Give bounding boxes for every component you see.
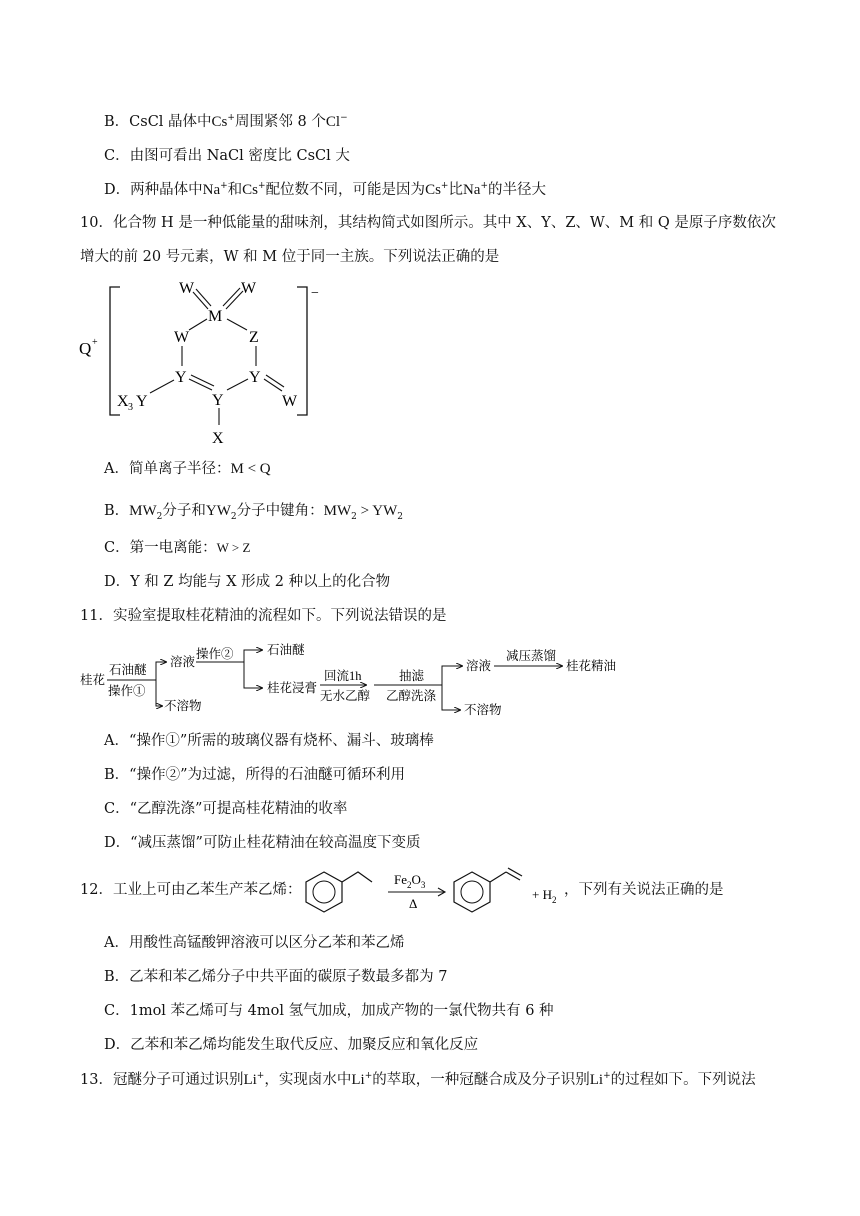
q12-option-b: B．乙苯和苯乙烯分子中共平面的碳原子数最多都为 7 bbox=[104, 969, 448, 985]
flow-solution: 溶液 bbox=[170, 655, 196, 669]
flow-wash: 乙醇洗涤 bbox=[386, 689, 437, 703]
q10-y-bottom: Y bbox=[212, 392, 224, 409]
flow-reagent1: 石油醚 bbox=[109, 663, 147, 677]
q11-option-c: C．“乙醇洗涤”可提高桂花精油的收率 bbox=[104, 801, 348, 817]
q10-y-x3: Y bbox=[136, 393, 148, 410]
q10-option-c: C．第一电离能：W > Z bbox=[104, 540, 251, 556]
q12-stem-suffix: ，下列有关说法正确的是 bbox=[564, 882, 724, 898]
flow-oil: 桂花精油 bbox=[566, 659, 617, 673]
q10-z-ring: Z bbox=[249, 329, 259, 346]
flow-ethanol: 无水乙醇 bbox=[320, 689, 371, 703]
q10-w-right: W bbox=[282, 393, 298, 410]
q11-option-a: A．“操作①”所需的玻璃仪器有烧杯、漏斗、玻璃棒 bbox=[104, 733, 434, 749]
flow-solution2: 溶液 bbox=[466, 659, 492, 673]
q11-option-d: D．“减压蒸馏”可防止桂花精油在较高温度下变质 bbox=[104, 835, 421, 851]
q10-option-a: A．简单离子半径：M < Q bbox=[104, 461, 271, 477]
q10-m: M bbox=[208, 308, 223, 325]
q12-option-a: A．用酸性高锰酸钾溶液可以区分乙苯和苯乙烯 bbox=[104, 935, 405, 951]
flow-extract: 桂花浸膏 bbox=[267, 681, 318, 695]
q10-w-ring: W bbox=[174, 329, 190, 346]
q10-y-left: Y bbox=[175, 369, 187, 386]
q10-structure-diagram bbox=[75, 275, 335, 450]
q12-option-c: C．1mol 苯乙烯可与 4mol 氢气加成，加成产物的一氯代物共有 6 种 bbox=[104, 1003, 554, 1019]
flow-op2: 操作② bbox=[196, 647, 234, 661]
flow-op1: 操作① bbox=[108, 684, 146, 698]
q10-q-sup: + bbox=[92, 337, 98, 348]
q10-y-right: Y bbox=[249, 369, 261, 386]
q10-w-topright: W bbox=[241, 280, 257, 297]
q11-stem: 11．实验室提取桂花精油的流程如下。下列说法错误的是 bbox=[80, 608, 447, 624]
catalyst-label: $Fe_2O_3$ bbox=[394, 872, 426, 890]
flow-petroleum: 石油醚 bbox=[267, 643, 305, 657]
q10-x-bottom: X bbox=[212, 430, 224, 447]
ethylbenzene-ring bbox=[306, 872, 342, 912]
q12-stem-prefix: 12．工业上可由乙苯生产苯乙烯： bbox=[80, 882, 302, 898]
hydrogen-label: + $H_2$ bbox=[532, 887, 557, 905]
q10-stem-line2: 增大的前 20 号元素，W 和 M 位于同一主族。下列说法正确的是 bbox=[80, 249, 500, 265]
flow-insoluble1: 不溶物 bbox=[164, 699, 202, 713]
q12-reaction-scheme bbox=[296, 860, 564, 922]
flow-insoluble2: 不溶物 bbox=[464, 703, 502, 717]
q10-q: Q bbox=[79, 339, 92, 358]
q10-option-d: D．Y 和 Z 均能与 X 形成 2 种以上的化合物 bbox=[104, 574, 391, 590]
q10-stem-line1: 10．化合物 H 是一种低能量的甜味剂，其结构简式如图所示。其中 X、Y、Z、W、M 和 Q 是原子序数依次 bbox=[80, 215, 776, 231]
flow-start: 桂花 bbox=[80, 673, 106, 687]
q13-stem: 13．冠醚分子可通过识别Li+，实现卤水中Li+的萃取，一种冠醚合成及分子识别Li+的过程如下。下列说法 bbox=[80, 1071, 756, 1088]
q11-flow-diagram bbox=[78, 638, 638, 720]
q11-option-b: B．“操作②”为过滤，所得的石油醚可循环利用 bbox=[104, 767, 405, 783]
q10-x3-sub: 3 bbox=[128, 402, 133, 413]
q9-option-b: B．CsCl 晶体中Cs+周围紧邻 8 个Cl− bbox=[104, 113, 348, 130]
q12-option-d: D．乙苯和苯乙烯均能发生取代反应、加聚反应和氧化反应 bbox=[104, 1037, 479, 1053]
styrene-ring bbox=[454, 872, 490, 912]
q9-option-d: D．两种晶体中Na+和Cs+配位数不同，可能是因为Cs+比Na+的半径大 bbox=[104, 181, 546, 198]
ethyl-chain bbox=[342, 872, 372, 882]
flow-filter: 抽滤 bbox=[399, 669, 425, 683]
flow-vacuum: 减压蒸馏 bbox=[506, 649, 557, 663]
q10-charge: − bbox=[311, 286, 319, 301]
q10-option-b: B．$MW_2$分子和$YW_2$分子中键角：$MW_2 > YW_2$ bbox=[104, 503, 403, 522]
q10-x3: X bbox=[117, 393, 129, 410]
q10-w-topleft: W bbox=[179, 280, 195, 297]
q9-option-c: C．由图可看出 NaCl 密度比 CsCl 大 bbox=[104, 148, 350, 164]
flow-reflux: 回流1h bbox=[324, 669, 362, 683]
heat-label: Δ bbox=[409, 896, 418, 911]
